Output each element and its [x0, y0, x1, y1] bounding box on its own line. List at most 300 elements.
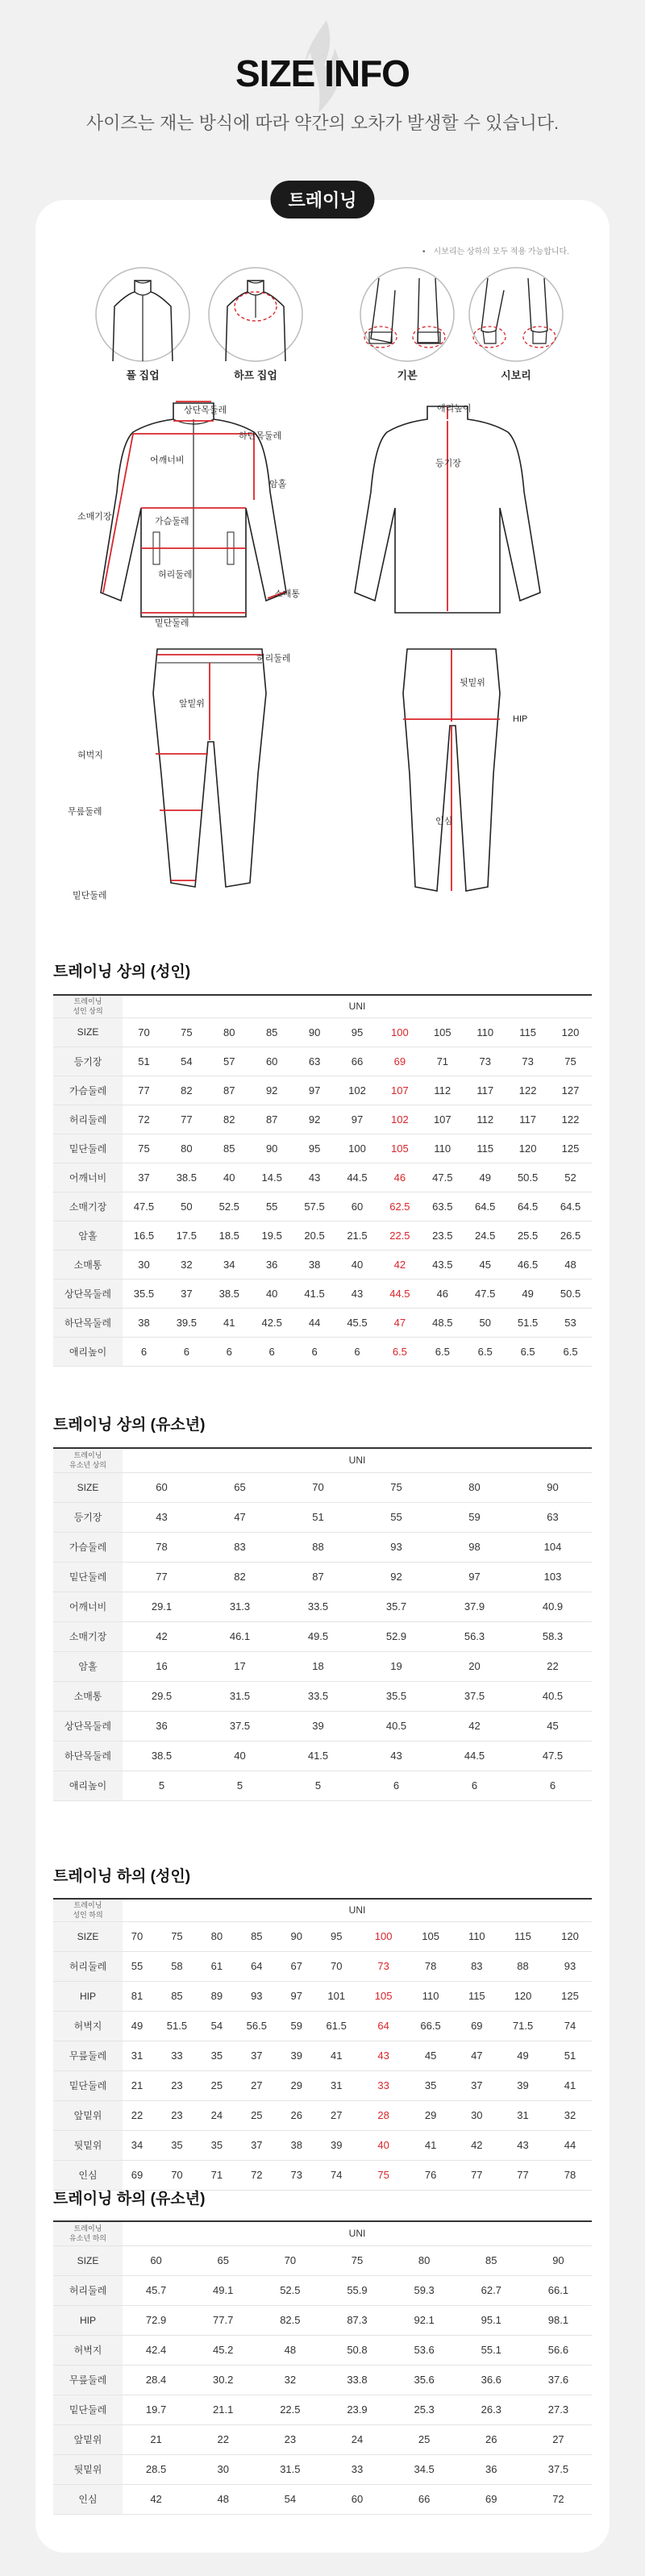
- table-cell: 46.5: [506, 1250, 549, 1279]
- table-cell: 43.5: [421, 1250, 464, 1279]
- table-cell: 25: [391, 2424, 458, 2454]
- row-label: SIZE: [53, 1921, 123, 1951]
- table-cell: 55: [251, 1192, 293, 1221]
- table-cell: 85: [152, 1981, 202, 2011]
- row-label: 암홀: [53, 1651, 123, 1681]
- table-cell: 93: [548, 1951, 592, 1981]
- row-label: 인심: [53, 2160, 123, 2190]
- table-cell: 42.5: [251, 1308, 293, 1337]
- table-cell: 120: [548, 1921, 592, 1951]
- table-cell: 117: [464, 1076, 506, 1105]
- size-table-bottom-adult: [53, 1898, 592, 2191]
- table-row: [53, 2070, 592, 2100]
- table-cell: 39: [279, 1711, 357, 1741]
- table-row: [53, 1472, 592, 1502]
- label-upper-neck: 상단목둘레: [184, 406, 227, 415]
- table-cell: 33.5: [279, 1681, 357, 1711]
- table-cell: 53.6: [391, 2335, 458, 2365]
- table-row: [53, 1076, 592, 1105]
- table-row: [53, 1017, 592, 1047]
- table-row: [53, 2130, 592, 2160]
- row-label: 어깨너비: [53, 1592, 123, 1621]
- sibori-cuff-figure: [464, 266, 568, 363]
- table-cell: 33: [323, 2454, 390, 2484]
- table-cell: 25: [231, 2100, 282, 2130]
- table-cell: 85: [251, 1017, 293, 1047]
- table-cell: 110: [421, 1134, 464, 1163]
- row-label: 허벅지: [53, 2011, 123, 2041]
- row-label: 하단목둘레: [53, 1741, 123, 1771]
- table-cell: 69: [458, 2484, 525, 2514]
- table-cell: 125: [549, 1134, 592, 1163]
- table-cell: 34: [208, 1250, 251, 1279]
- table-cell: 28.5: [123, 2454, 189, 2484]
- table-cell: 31.5: [256, 2454, 323, 2484]
- category-badge: 트레이닝: [270, 181, 374, 218]
- table-cell: 64: [362, 2011, 406, 2041]
- table-cell: 45.2: [189, 2335, 256, 2365]
- table-cell: 90: [293, 1017, 336, 1047]
- table-cell: 37: [165, 1279, 208, 1308]
- table-cell: 95: [311, 1921, 362, 1951]
- table-cell: 26: [458, 2424, 525, 2454]
- table-cell: 77: [456, 2160, 498, 2190]
- table-cell: 6: [357, 1771, 435, 1800]
- label-knee: 무릎둘레: [68, 807, 102, 817]
- row-label: 소매통: [53, 1681, 123, 1711]
- table-cell: 59.3: [391, 2275, 458, 2305]
- table-cell: 57: [208, 1047, 251, 1076]
- table-cell: 55.9: [323, 2275, 390, 2305]
- table-cell: 18.5: [208, 1221, 251, 1250]
- table-cell: 92.1: [391, 2305, 458, 2335]
- table-cell: 93: [231, 1981, 282, 2011]
- section-title: 트레이닝 하의 (유소년): [53, 2191, 206, 2208]
- table-cell: 80: [165, 1134, 208, 1163]
- table-cell: 85: [231, 1921, 282, 1951]
- table-cell: 120: [497, 1981, 548, 2011]
- table-cell: 93: [357, 1532, 435, 1562]
- table-cell: 110: [464, 1017, 506, 1047]
- table-cell: 24.5: [464, 1221, 506, 1250]
- table-cell: 75: [323, 2245, 390, 2275]
- table-cell: 42: [378, 1250, 421, 1279]
- full-zip-caption: 풀 집업: [126, 369, 160, 381]
- table-row: [53, 1711, 592, 1741]
- section-title: 트레이닝 하의 (성인): [53, 1868, 191, 1885]
- table-cell: 115: [497, 1921, 548, 1951]
- table-cell: 60: [323, 2484, 390, 2514]
- table-cell: 26.3: [458, 2395, 525, 2424]
- table-cell: 5: [279, 1771, 357, 1800]
- table-cell: 48: [549, 1250, 592, 1279]
- table-cell: 46: [421, 1279, 464, 1308]
- table-cell: 66.5: [406, 2011, 456, 2041]
- table-cell: 36: [123, 1711, 201, 1741]
- table-cell: 31.5: [201, 1681, 279, 1711]
- table-cell: 48: [256, 2335, 323, 2365]
- table-cell: 38: [123, 1308, 165, 1337]
- table-row: [53, 1771, 592, 1800]
- basic-caption: 기본: [397, 369, 418, 381]
- table-cell: 30: [189, 2454, 256, 2484]
- table-cell: 38.5: [165, 1163, 208, 1192]
- table-cell: 75: [152, 1921, 202, 1951]
- table-cell: 44.5: [378, 1279, 421, 1308]
- table-header-uni: UNI: [123, 1899, 592, 1921]
- table-cell: 46: [378, 1163, 421, 1192]
- table-cell: 120: [549, 1017, 592, 1047]
- table-cell: 51: [279, 1502, 357, 1532]
- table-cell: 24: [202, 2100, 231, 2130]
- table-cell: 23.9: [323, 2395, 390, 2424]
- table-cell: 43: [123, 1502, 201, 1532]
- table-row: [53, 2484, 592, 2514]
- table-cell: 26.5: [549, 1221, 592, 1250]
- half-zip-caption: 하프 집업: [234, 369, 277, 381]
- table-cell: 32: [548, 2100, 592, 2130]
- table-cell: 62.7: [458, 2275, 525, 2305]
- table-row: [53, 1621, 592, 1651]
- label-armhole: 암홀: [269, 480, 287, 489]
- table-cell: 43: [362, 2041, 406, 2070]
- table-cell: 54: [202, 2011, 231, 2041]
- row-label: 뒷밑위: [53, 2130, 123, 2160]
- table-cell: 43: [357, 1741, 435, 1771]
- table-cell: 98: [435, 1532, 514, 1562]
- row-label: 상단목둘레: [53, 1279, 123, 1308]
- table-cell: 33: [152, 2041, 202, 2070]
- table-cell: 70: [311, 1951, 362, 1981]
- table-cell: 78: [406, 1951, 456, 1981]
- table-cell: 49: [123, 2011, 152, 2041]
- row-label: SIZE: [53, 2245, 123, 2275]
- table-cell: 100: [378, 1017, 421, 1047]
- table-cell: 73: [362, 1951, 406, 1981]
- table-cell: 88: [279, 1532, 357, 1562]
- label-back-length: 등기장: [435, 459, 461, 468]
- table-cell: 47.5: [421, 1163, 464, 1192]
- table-cell: 72: [525, 2484, 592, 2514]
- table-cell: 88: [497, 1951, 548, 1981]
- table-cell: 70: [256, 2245, 323, 2275]
- table-cell: 105: [421, 1017, 464, 1047]
- table-cell: 95.1: [458, 2305, 525, 2335]
- table-cell: 36: [458, 2454, 525, 2484]
- table-cell: 47.5: [123, 1192, 165, 1221]
- size-table-top-junior: [53, 1447, 592, 1801]
- table-cell: 5: [123, 1771, 201, 1800]
- table-cell: 127: [549, 1076, 592, 1105]
- table-header-uni: UNI: [123, 995, 592, 1017]
- size-table-top-adult: [53, 994, 592, 1367]
- table-cell: 52.5: [256, 2275, 323, 2305]
- table-row: [53, 1951, 592, 1981]
- row-label: 가슴둘레: [53, 1532, 123, 1562]
- table-cell: 22.5: [256, 2395, 323, 2424]
- table-corner: [53, 995, 123, 1017]
- row-label: 소매통: [53, 1250, 123, 1279]
- table-cell: 65: [189, 2245, 256, 2275]
- table-cell: 25.5: [506, 1221, 549, 1250]
- table-cell: 98.1: [525, 2305, 592, 2335]
- table-cell: 92: [357, 1562, 435, 1592]
- table-cell: 45.7: [123, 2275, 189, 2305]
- table-cell: 74: [548, 2011, 592, 2041]
- label-cuff: 소매통: [274, 589, 300, 599]
- table-cell: 107: [421, 1105, 464, 1134]
- table-cell: 87: [251, 1105, 293, 1134]
- table-cell: 50.5: [506, 1163, 549, 1192]
- table-cell: 82: [201, 1562, 279, 1592]
- page-title: SIZE INFO: [235, 52, 410, 94]
- table-cell: 63: [293, 1047, 336, 1076]
- table-cell: 77.7: [189, 2305, 256, 2335]
- table-cell: 59: [435, 1502, 514, 1532]
- table-cell: 50.5: [549, 1279, 592, 1308]
- table-cell: 6.5: [549, 1337, 592, 1366]
- table-cell: 39.5: [165, 1308, 208, 1337]
- table-cell: 58: [152, 1951, 202, 1981]
- table-cell: 77: [165, 1105, 208, 1134]
- table-cell: 31: [123, 2041, 152, 2070]
- table-cell: 42: [123, 2484, 189, 2514]
- row-label: 애리높이: [53, 1337, 123, 1366]
- table-row: [53, 1221, 592, 1250]
- table-cell: 75: [549, 1047, 592, 1076]
- row-label: HIP: [53, 1981, 123, 2011]
- table-cell: 115: [506, 1017, 549, 1047]
- table-cell: 21.1: [189, 2395, 256, 2424]
- table-cell: 61: [202, 1951, 231, 1981]
- table-cell: 30: [456, 2100, 498, 2130]
- table-row: [53, 1250, 592, 1279]
- table-cell: 70: [152, 2160, 202, 2190]
- table-cell: 35: [202, 2130, 231, 2160]
- table-cell: 112: [464, 1105, 506, 1134]
- row-label: 허리둘레: [53, 1951, 123, 1981]
- table-cell: 25.3: [391, 2395, 458, 2424]
- table-row: [53, 2011, 592, 2041]
- table-cell: 29: [282, 2070, 311, 2100]
- table-cell: 31: [497, 2100, 548, 2130]
- table-cell: 47: [201, 1502, 279, 1532]
- table-row: [53, 1921, 592, 1951]
- table-cell: 115: [456, 1981, 498, 2011]
- row-label: 허리둘레: [53, 1105, 123, 1134]
- row-label: 밑단둘레: [53, 2395, 123, 2424]
- table-row: [53, 1681, 592, 1711]
- pants-front-diagram: [121, 645, 298, 903]
- table-cell: 23: [152, 2070, 202, 2100]
- section-title: 트레이닝 상의 (유소년): [53, 1417, 206, 1434]
- table-cell: 95: [293, 1134, 336, 1163]
- table-cell: 38: [282, 2130, 311, 2160]
- table-cell: 6: [123, 1337, 165, 1366]
- row-label: SIZE: [53, 1472, 123, 1502]
- table-cell: 51: [123, 1047, 165, 1076]
- table-row: [53, 2160, 592, 2190]
- table-cell: 74: [311, 2160, 362, 2190]
- table-cell: 16: [123, 1651, 201, 1681]
- label-inseam: 인심: [435, 817, 453, 826]
- table-cell: 72: [231, 2160, 282, 2190]
- table-cell: 82.5: [256, 2305, 323, 2335]
- table-cell: 63.5: [421, 1192, 464, 1221]
- table-cell: 115: [464, 1134, 506, 1163]
- table-cell: 22.5: [378, 1221, 421, 1250]
- label-waist: 허리둘레: [158, 570, 193, 580]
- row-label: SIZE: [53, 1017, 123, 1047]
- table-cell: 6: [208, 1337, 251, 1366]
- table-cell: 55: [123, 1951, 152, 1981]
- table-cell: 75: [123, 1134, 165, 1163]
- size-table-bottom-junior: [53, 2220, 592, 2515]
- table-cell: 70: [123, 1017, 165, 1047]
- pants-back-diagram: [387, 645, 516, 903]
- table-cell: 105: [378, 1134, 421, 1163]
- table-cell: 97: [435, 1562, 514, 1592]
- table-row: [53, 2245, 592, 2275]
- table-cell: 42.4: [123, 2335, 189, 2365]
- row-label: 허벅지: [53, 2335, 123, 2365]
- row-label: 인심: [53, 2484, 123, 2514]
- table-cell: 85: [208, 1134, 251, 1163]
- table-cell: 73: [464, 1047, 506, 1076]
- table-cell: 43: [293, 1163, 336, 1192]
- table-cell: 35.5: [357, 1681, 435, 1711]
- table-cell: 100: [362, 1921, 406, 1951]
- table-cell: 122: [549, 1105, 592, 1134]
- page-header: [0, 0, 645, 135]
- table-row: [53, 2424, 592, 2454]
- basic-cuff-figure: [355, 266, 460, 363]
- sibori-caption: 시보리: [501, 369, 531, 381]
- table-cell: 30.2: [189, 2365, 256, 2395]
- table-row: [53, 2305, 592, 2335]
- table-cell: 66: [391, 2484, 458, 2514]
- table-cell: 65: [201, 1472, 279, 1502]
- table-cell: 31: [311, 2070, 362, 2100]
- table-cell: 47.5: [514, 1741, 592, 1771]
- table-cell: 77: [123, 1076, 165, 1105]
- table-cell: 44: [293, 1308, 336, 1337]
- table-cell: 63: [514, 1502, 592, 1532]
- table-cell: 22: [189, 2424, 256, 2454]
- page-subtitle: 사이즈는 재는 방식에 따라 약간의 오차가 발생할 수 있습니다.: [85, 113, 560, 133]
- table-cell: 27: [311, 2100, 362, 2130]
- table-cell: 23: [152, 2100, 202, 2130]
- table-row: [53, 2335, 592, 2365]
- table-cell: 49.5: [279, 1621, 357, 1651]
- table-cell: 56.3: [435, 1621, 514, 1651]
- table-cell: 102: [336, 1076, 379, 1105]
- table-corner: [53, 1899, 123, 1921]
- table-cell: 30: [123, 1250, 165, 1279]
- table-cell: 43: [497, 2130, 548, 2160]
- table-cell: 28.4: [123, 2365, 189, 2395]
- table-corner: [53, 2221, 123, 2245]
- table-cell: 37.9: [435, 1592, 514, 1621]
- table-cell: 90: [514, 1472, 592, 1502]
- table-cell: 64.5: [506, 1192, 549, 1221]
- table-cell: 6: [435, 1771, 514, 1800]
- table-cell: 110: [456, 1921, 498, 1951]
- table-cell: 33.5: [279, 1592, 357, 1621]
- table-cell: 27: [525, 2424, 592, 2454]
- table-cell: 45: [514, 1711, 592, 1741]
- table-cell: 72: [123, 1105, 165, 1134]
- table-cell: 48.5: [421, 1308, 464, 1337]
- label-pants-hem: 밑단둘레: [73, 891, 107, 901]
- table-row: [53, 1502, 592, 1532]
- table-cell: 54: [165, 1047, 208, 1076]
- table-cell: 87: [208, 1076, 251, 1105]
- table-cell: 100: [336, 1134, 379, 1163]
- table-row: [53, 1047, 592, 1076]
- table-cell: 21: [123, 2070, 152, 2100]
- table-cell: 49: [506, 1279, 549, 1308]
- table-cell: 19.5: [251, 1221, 293, 1250]
- row-label: 상단목둘레: [53, 1711, 123, 1741]
- table-cell: 75: [165, 1017, 208, 1047]
- table-cell: 70: [279, 1472, 357, 1502]
- table-cell: 101: [311, 1981, 362, 2011]
- table-cell: 42: [435, 1711, 514, 1741]
- table-cell: 40: [201, 1741, 279, 1771]
- table-cell: 112: [421, 1076, 464, 1105]
- table-cell: 20: [435, 1651, 514, 1681]
- table-cell: 62.5: [378, 1192, 421, 1221]
- table-cell: 77: [497, 2160, 548, 2190]
- table-cell: 27.3: [525, 2395, 592, 2424]
- table-cell: 71: [421, 1047, 464, 1076]
- table-cell: 45.5: [336, 1308, 379, 1337]
- table-cell: 33.8: [323, 2365, 390, 2395]
- table-cell: 90: [251, 1134, 293, 1163]
- full-zip-figure: [90, 266, 195, 363]
- table-cell: 49.1: [189, 2275, 256, 2305]
- table-cell: 48: [189, 2484, 256, 2514]
- row-label: 등기장: [53, 1502, 123, 1532]
- table-cell: 52.5: [208, 1192, 251, 1221]
- row-label: 밑단둘레: [53, 2070, 123, 2100]
- row-label: 가슴둘레: [53, 1076, 123, 1105]
- row-label: 뒷밑위: [53, 2454, 123, 2484]
- table-cell: 67: [282, 1951, 311, 1981]
- table-cell: 69: [378, 1047, 421, 1076]
- row-label: 밑단둘레: [53, 1562, 123, 1592]
- row-label: 소매기장: [53, 1621, 123, 1651]
- table-cell: 41: [406, 2130, 456, 2160]
- label-shoulder: 어깨너비: [150, 456, 185, 465]
- table-cell: 53: [549, 1308, 592, 1337]
- table-cell: 85: [458, 2245, 525, 2275]
- row-label: 앞밑위: [53, 2100, 123, 2130]
- table-cell: 60: [123, 2245, 189, 2275]
- table-cell: 54: [256, 2484, 323, 2514]
- table-row: [53, 1192, 592, 1221]
- label-sleeve: 소매기장: [77, 512, 112, 522]
- table-cell: 21: [123, 2424, 189, 2454]
- table-cell: 49: [497, 2041, 548, 2070]
- table-cell: 60: [123, 1472, 201, 1502]
- table-cell: 37.5: [525, 2454, 592, 2484]
- table-cell: 51.5: [152, 2011, 202, 2041]
- table-cell: 75: [357, 1472, 435, 1502]
- table-cell: 110: [406, 1981, 456, 2011]
- half-zip-figure: [203, 266, 308, 363]
